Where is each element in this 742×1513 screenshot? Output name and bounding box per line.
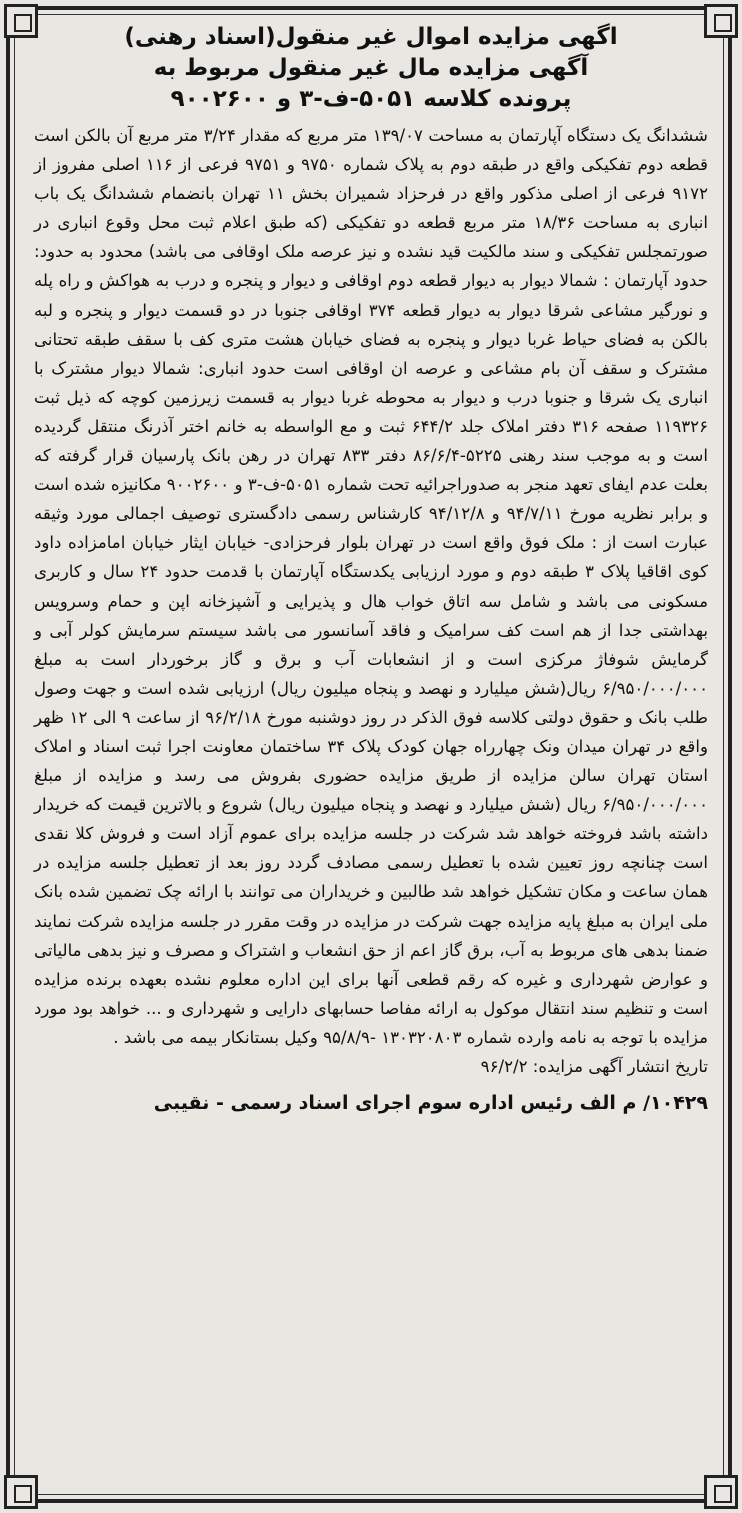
notice-title-line-2: آگهی مزایده مال غیر منقول مربوط به	[153, 55, 589, 81]
notice-title-line-1: اگهی مزایده اموال غیر منقول(اسناد رهنی)	[124, 24, 618, 50]
publication-date: تاریخ انتشار آگهی مزایده: ۹۶/۲/۲	[480, 1057, 708, 1076]
notice-body: ششدانگ یک دستگاه آپارتمان به مساحت ۱۳۹/۰۷ متر مربع که مقدار ۳/۲۴ متر مربع آن بالکن است قطعه دوم تفکیکی واقع در طبقه دوم به پلاک شماره ۹۷۵۰ و ۹۷۵۱ فرعی از ۱۱۶ اصلی مفروز از ۹۱۷۲ فرعی از اصلی مذکور واقع در فرحزاد شمیران بخش ۱۱ تهران بانضمام ششدانگ یک باب انباری به مساحت ۱۸/۳۶ متر مربع قطعه دو تفکیکی (که طبق اعلام ثبت محل وقوع انباری در صورتمجلس تفکیکی و سند مالکیت قید نشده و نیز عرصه ملک اوقافی می باشد) محدود به حدود: حدود آپارتمان : شمالا دیوار به دیوار قطعه دوم اوقافی و دیوار و پنجره و درب به هواکش و راه پله و نورگیر مشاعی شرقا دیوار به دیوار قطعه ۳۷۴ اوقافی جنوبا در دو قسمت دیوار و پنجره و لبه بالکن به فضای حیاط غربا دیوار و پنجره به فضای خیابان هشت متری کف با سقف طبقه تحتانی مشترک و سقف آن بام مشاعی و عرصه ان اوقافی است حدود انباری: شمالا دیوار مشترک با انباری یک شرقا و جنوبا درب و دیوار به محوطه غربا دیوار به قسمت زیرزمین کوچه که ذیل ثبت ۱۱۹۳۲۶ صفحه ۳۱۶ دفتر املاک جلد ۶۴۴/۲ ثبت و مع الواسطه به خانم اختر آذرنگ منتقل گردیده است و به موجب سند رهنی ۵۲۲۵-۸۶/۶/۴ دفتر ۸۳۳ تهران در رهن بانک پارسیان قرار گرفته که بعلت عدم ایفای تعهد منجر به صدوراجرائیه تحت شماره ۵۰۵۱-ف-۳ و ۹۰۰۲۶۰۰ مکانیزه شده است و برابر نظریه مورخ ۹۴/۷/۱۱ و ۹۴/۱۲/۸ کارشناس رسمی دادگستری توصیف اجمالی مورد وثیقه عبارت است از : ملک فوق واقع است در تهران بلوار فرحزادی- خیابان ایثار خیابان امامزاده داود کوی اقاقیا پلاک ۳ طبقه دوم و مورد ارزیابی یکدستگاه آپارتمان با قدمت حدود ۲۴ سال و کاربری مسکونی می باشد و شامل سه اتاق خواب هال و پذیرایی و آشپزخانه اپن و حمام وسرویس بهداشتی جدا از هم است کف سرامیک و فاقد آسانسور می باشد سیستم سرمایش کولر آبی و گرمایش شوفاژ مرکزی است و از انشعابات آب و برق و گاز برخوردار است به مبلغ ۶/۹۵۰/۰۰۰/۰۰۰ ریال(شش میلیارد و نهصد و پنجاه میلیون ریال) ارزیابی شده است و جهت وصول طلب بانک و حقوق دولتی کلاسه فوق الذکر در روز دوشنبه مورخ ۹۶/۲/۱۸ از ساعت ۹ الی ۱۲ ظهر واقع در تهران میدان ونک چهارراه جهان کودک پلاک ۳۴ ساختمان معاونت اجرا ثبت اسناد و املاک استان تهران سالن مزایده از طریق مزایده حضوری بفروش می رسد و مزایده از مبلغ ۶/۹۵۰/۰۰۰/۰۰۰ ریال (شش میلیارد و نهصد و پنجاه میلیون ریال) شروع و بالاترین قیمت که خریدار داشته باشد فروخته خواهد شد شرکت در جلسه مزایده برای عموم آزاد است و فروش کلا نقدی است چنانچه روز تعیین شده با تعطیل رسمی مصادف گردد روز بعد از تعطیل جلسه مزایده در همان ساعت و مکان تشکیل خواهد شد طالبین و خریداران می توانند با ارائه چک تضمین شده بانک ملی ایران به مبلغ پایه مزایده جهت شرکت در مزایده در وقت مقرر در جلسه مزایده شرکت نمایند ضمنا بدهی های مربوط به آب، برق گاز اعم از حق انشعاب و اشتراک و مصرف و نیز بدهی مالیاتی و عوارض شهرداری و غیره که رقم قطعی آنها برای این اداره معلوم نشده بعهده برنده مزایده است و تنظیم سند انتقال موکول به ارائه مفاصا حسابهای دارایی و شهرداری و ... خواهد بود مورد مزایده با توجه به نامه وارده شماره ۱۳۰۳۲۰۸۰۳ -۹۵/۸/۹ وکیل بستانکار بیمه می باشد .	[34, 126, 709, 1047]
corner-ornament-top-right	[704, 4, 738, 38]
notice-title-line-3: پرونده کلاسه ۵۰۵۱-ف-۳ و ۹۰۰۲۶۰۰	[170, 86, 572, 112]
corner-ornament-top-left	[4, 4, 38, 38]
notice-signature: ۱۰۴۲۹/ م الف رئیس اداره سوم اجرای اسناد رسمی - نقیبی	[153, 1092, 708, 1114]
corner-ornament-bottom-left	[4, 1475, 38, 1509]
notice-content	[34, 22, 708, 1119]
corner-ornament-bottom-right	[704, 1475, 738, 1509]
